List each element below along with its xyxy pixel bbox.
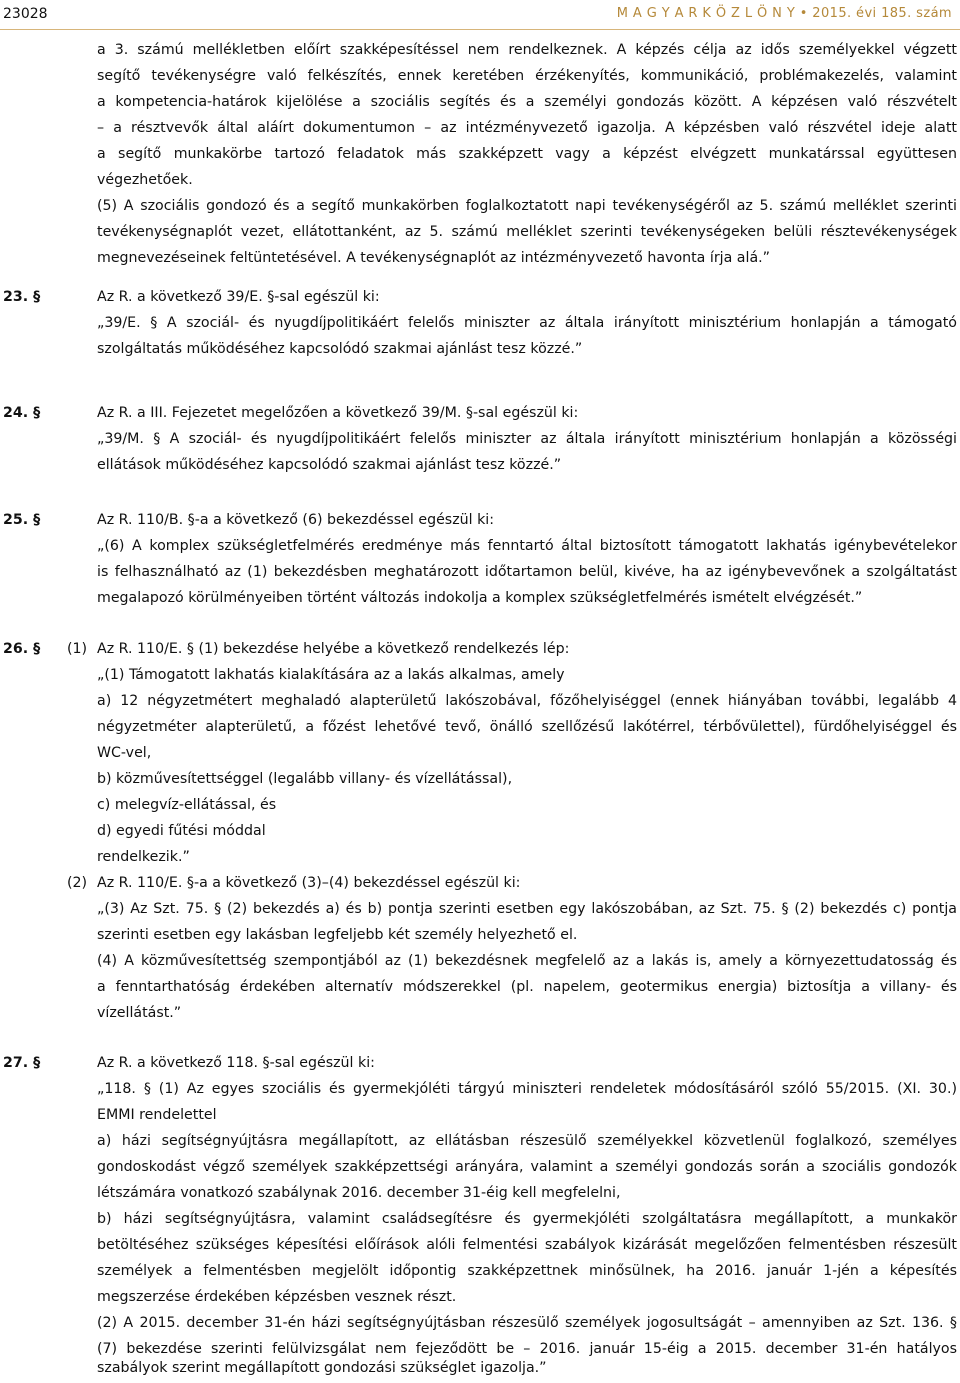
section-lead: Az R. 110/E. §-a a következő (3)–(4) bekezdéssel egészül ki:	[97, 875, 521, 891]
text-line: „(6) A komplex szükségletfelmérés eredménye más fenntartó által biztosított támogatott lakhatás igénybevételekor	[97, 538, 957, 554]
text-line: a segítő munkakörbe tartozó feladatok más szakképzett vagy a képzést elvégzett munkatárssal együttesen	[97, 146, 957, 162]
text-line: – a résztvevők által aláírt dokumentumon – az intézményvezető igazolja. A képzésben való részvétel ideje alatt	[97, 120, 957, 136]
text-line: c) melegvíz-ellátással, és	[97, 797, 277, 813]
text-line: szerinti esetben egy lakásban legfeljebb két személy helyezhető el.	[97, 927, 578, 943]
text-line: a) házi segítségnyújtásra megállapított, az ellátásban részesülő személyekkel közvetlenül foglalkozó, személyes	[97, 1133, 957, 1149]
text-line: segítő tevékenységre való felkészítés, ennek keretében érzékenyítés, kommunikáció, problémakezelés, valamint	[97, 68, 957, 84]
text-line: b) házi segítségnyújtásra, valamint családsegítésre és gyermekjóléti szolgáltatásra megállapított, a munkakör	[97, 1211, 957, 1227]
header-rule	[0, 29, 960, 30]
text-line: gondoskodást végző személyek szakképzettségi arányára, valamint a személyi gondozás során a szociális gondozók	[97, 1159, 957, 1175]
subsection-label: (2)	[67, 875, 88, 891]
text-line: tevékenységnaplót vezet, ellátottanként, az 5. számú melléklet szerinti tevékenységeken belüli résztevékenységek	[97, 224, 957, 240]
text-line: d) egyedi fűtési móddal	[97, 823, 266, 839]
text-line: megszerzése érdekében képzésben vesznek részt.	[97, 1289, 457, 1305]
text-line: „39/E. § A szociál- és nyugdíjpolitikáért felelős miniszter az általa irányított minisztérium honlapján a támogató	[97, 315, 957, 331]
text-line: WC-vel,	[97, 745, 152, 761]
section-lead: Az R. a III. Fejezetet megelőzően a következő 39/M. §-sal egészül ki:	[97, 405, 579, 421]
text-line: megalapozó körülményeiben történt változás indokolja a komplex szükségletfelmérés ismételt elvégzését.”	[97, 590, 863, 606]
text-line: megnevezéseinek feltüntetésével. A tevékenységnaplót az intézményvezető havonta írja alá.”	[97, 250, 770, 266]
page-header	[0, 0, 960, 30]
subsection-label: (1)	[67, 641, 88, 657]
text-line: (5) A szociális gondozó és a segítő munkakörben foglalkoztatott napi tevékenységéről az 5. számú melléklet szerinti	[97, 198, 957, 214]
text-line: a 3. számú mellékletben előírt szakképesítéssel nem rendelkeznek. A képzés célja az idős személyekkel végzett	[97, 42, 957, 58]
text-line: (2) A 2015. december 31-én házi segítségnyújtásban részesülő személyek jogosultságát – amennyiben az Szt. 136. §	[97, 1315, 957, 1331]
journal-title: M A G Y A R K Ö Z L Ö N Y • 2015. évi 185. szám	[616, 6, 952, 21]
text-line: is felhasználható az (1) bekezdésben meghatározott időtartamon belül, kivéve, ha az igénybevevőnek a szolgáltatást	[97, 564, 957, 580]
text-line: végezhetőek.	[97, 172, 193, 188]
section-lead: Az R. 110/B. §-a a következő (6) bekezdéssel egészül ki:	[97, 512, 495, 528]
text-line: b) közművesítettséggel (legalább villany- és vízellátással),	[97, 771, 513, 787]
text-line: „39/M. § A szociál- és nyugdíjpolitikáért felelős miniszter az általa irányított minisztérium honlapján a közösségi	[97, 431, 957, 447]
text-line: rendelkezik.”	[97, 849, 190, 865]
section-number: 27. §	[3, 1055, 41, 1071]
page-number: 23028	[3, 6, 48, 22]
text-line: szabályok szerint megállapított gondozási szükséglet igazolja.”	[97, 1360, 547, 1376]
section-number: 23. §	[3, 289, 41, 305]
section-lead: Az R. a következő 118. §-sal egészül ki:	[97, 1055, 375, 1071]
text-line: négyzetméter alapterületű, a főzést lehetővé tevő, önálló szellőzésű lakótérrel, térbővülettel), fürdőhelyiséggel és	[97, 719, 957, 735]
section-lead: Az R. a következő 39/E. §-sal egészül ki:	[97, 289, 380, 305]
section-number: 25. §	[3, 512, 41, 528]
section-lead: Az R. 110/E. § (1) bekezdése helyébe a következő rendelkezés lép:	[97, 641, 570, 657]
text-line: a kompetencia-határok kijelölése a szociális segítés és a személyi gondozás között. A képzésen való részvételt	[97, 94, 957, 110]
text-line: létszámára vonatkozó szabálynak 2016. december 31-éig kell megfelelni,	[97, 1185, 621, 1201]
text-line: személyek a felmentésben megjelölt időpontig szakképzettnek minősülnek, ha 2016. január 1-jén a képesítés	[97, 1263, 957, 1279]
text-line: (4) A közművesítettség szempontjából az (1) bekezdésnek megfelelő az a lakás is, amely a környezettudatosság és	[97, 953, 957, 969]
text-line: a fenntarthatóság érdekében alternatív módszerekkel (pl. napelem, geotermikus energia) biztosítja a villany- és	[97, 979, 957, 995]
text-line: betöltéséhez szükséges képesítési előírások alóli felmentési szabályok kizárását megelőzően felmentésben részesült	[97, 1237, 957, 1253]
text-line: „(3) Az Szt. 75. § (2) bekezdés a) és b) pontja szerinti esetben egy lakószobában, az Szt. 75. § (2) bekezdés c) pontja	[97, 901, 957, 917]
text-line: a) 12 négyzetmétert meghaladó alapterületű lakószobával, főzőhelyiséggel (ennek hiányában további, legalább 4	[97, 693, 957, 709]
section-number: 24. §	[3, 405, 41, 421]
text-line: „118. § (1) Az egyes szociális és gyermekjóléti tárgyú miniszteri rendeletek módosításáról szóló 55/2015. (XI. 30.)	[97, 1081, 957, 1097]
text-line: ellátások működéséhez kapcsolódó szakmai ajánlást tesz közzé.”	[97, 457, 562, 473]
text-line: EMMI rendelettel	[97, 1107, 217, 1123]
text-line: vízellátást.”	[97, 1005, 182, 1021]
text-line: „(1) Támogatott lakhatás kialakítására az a lakás alkalmas, amely	[97, 667, 565, 683]
text-line: (7) bekezdése szerinti felülvizsgálat nem fejeződött be – 2016. január 15-éig a 2015. december 31-én hatályos	[97, 1341, 957, 1357]
section-number: 26. §	[3, 641, 41, 657]
text-line: szolgáltatás működéséhez kapcsolódó szakmai ajánlást tesz közzé.”	[97, 341, 583, 357]
